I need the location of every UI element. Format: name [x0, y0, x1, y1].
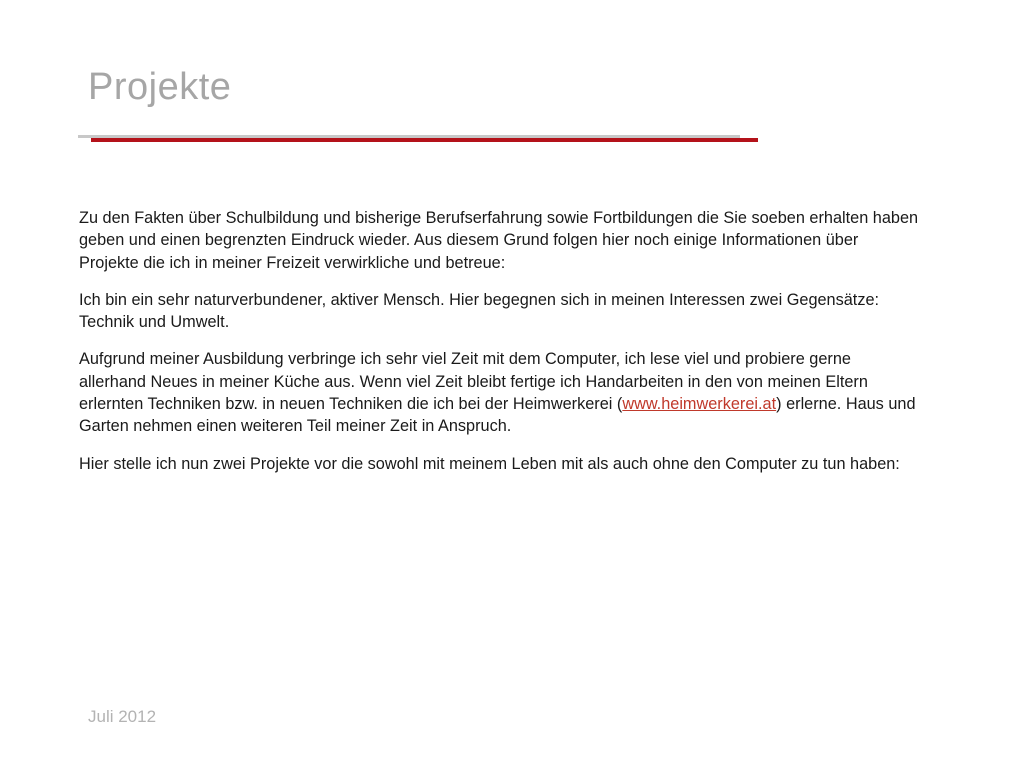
title-underline-red [91, 138, 758, 142]
paragraph-activities-text-after: ) erlerne. Haus und Garten nehmen einen weiteren Teil meiner Zeit in Anspruch. [79, 395, 916, 436]
slide-title: Projekte [88, 66, 232, 108]
slide-body [79, 207, 919, 490]
heimwerkerei-link[interactable]: www.heimwerkerei.at [622, 395, 777, 414]
paragraph-activities [79, 348, 919, 437]
paragraph-intro: Zu den Fakten über Schulbildung und bisherige Berufserfahrung sowie Fortbildungen die Sie soeben erhalten haben geben und einen begrenzten Eindruck wieder. Aus diesem Grund folgen hier noch einige Informationen über Projekte die ich in meiner Freizeit verwirkliche und betreue: [79, 209, 919, 272]
paragraph-interests: Ich bin ein sehr naturverbundener, aktiver Mensch. Hier begegnen sich in meinen Interessen zwei Gegensätze: Technik und Umwelt. [79, 290, 880, 332]
footer-date: Juli 2012 [88, 707, 157, 726]
paragraph-projects-intro: Hier stelle ich nun zwei Projekte vor die sowohl mit meinem Leben mit als auch ohne den Computer zu tun haben: [79, 454, 900, 473]
paragraph-activities-text-before: Aufgrund meiner Ausbildung verbringe ich sehr viel Zeit mit dem Computer, ich lese viel und probiere gerne allerhand Neues in meiner Küche aus. Wenn viel Zeit bleibt fertige ich Handarbeiten in den von meinen Eltern erlernten Techniken bzw. in neuen Techniken die ich bei der Heimwerkerei ( [79, 350, 868, 414]
